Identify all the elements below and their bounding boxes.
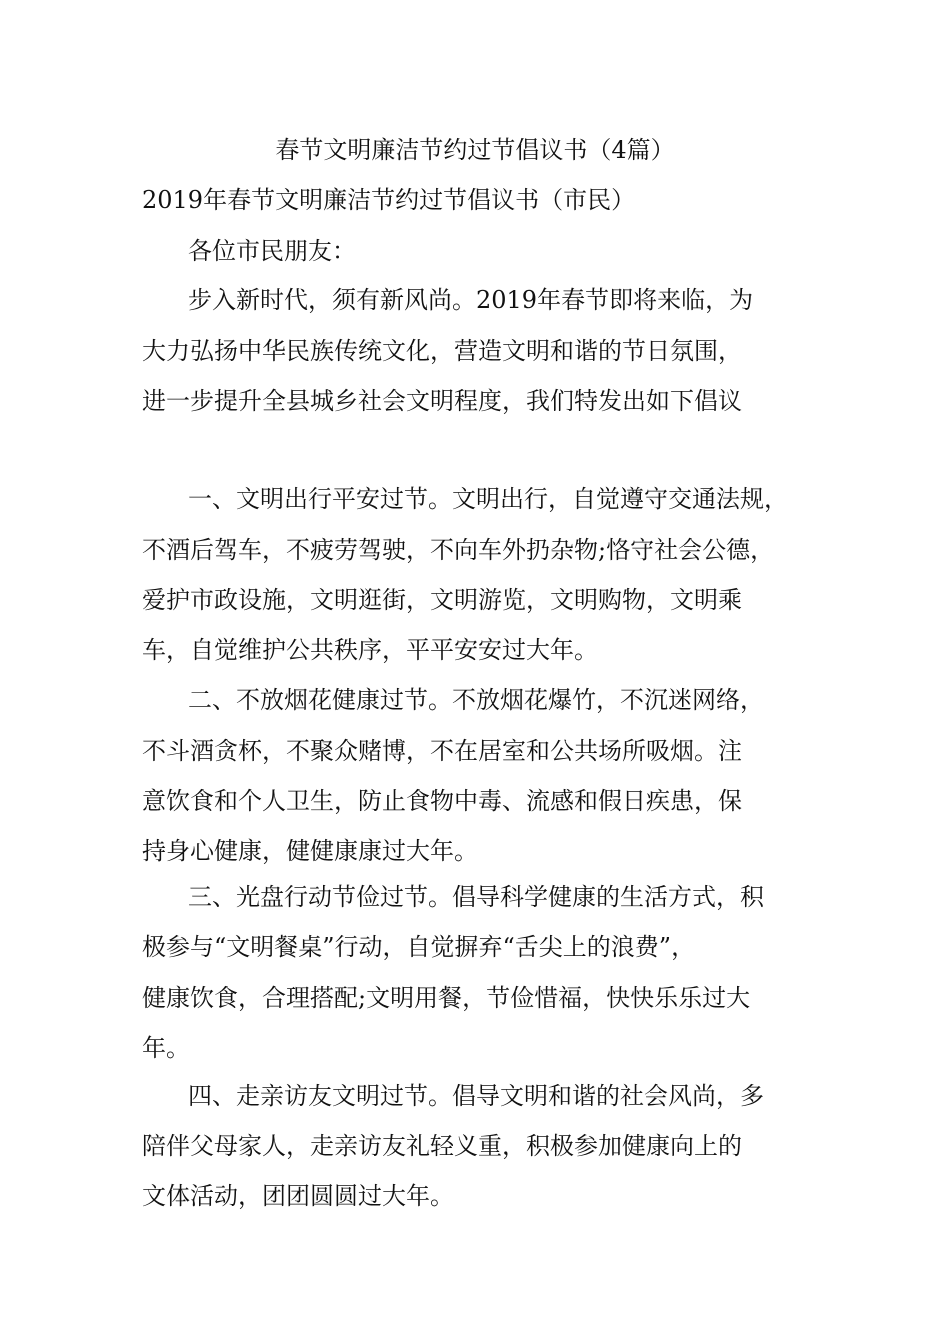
- intro-line: 步入新时代，须有新风尚。2019年春节即将来临，为: [188, 286, 754, 314]
- item-4-line: 陪伴父母家人，走亲访友礼轻义重，积极参加健康向上的: [142, 1132, 742, 1160]
- item-4-line: 文体活动，团团圆圆过大年。: [142, 1182, 454, 1210]
- document-title: 春节文明廉洁节约过节倡议书（4篇）: [275, 136, 675, 164]
- item-3-line: 健康饮食，合理搭配;文明用餐，节俭惜福，快快乐乐过大: [142, 984, 751, 1012]
- item-1-line: 一、文明出行平安过节。文明出行，自觉遵守交通法规，: [188, 485, 788, 513]
- item-2-line: 二、不放烟花健康过节。不放烟花爆竹，不沉迷网络，: [188, 686, 764, 714]
- item-2-line: 持身心健康，健健康康过大年。: [142, 837, 478, 865]
- item-2-line: 意饮食和个人卫生，防止食物中毒、流感和假日疾患，保: [142, 787, 742, 815]
- item-3-line: 年。: [142, 1034, 190, 1062]
- greeting: 各位市民朋友：: [188, 237, 356, 265]
- item-3-line: 三、光盘行动节俭过节。倡导科学健康的生活方式，积: [188, 883, 764, 911]
- item-4-line: 四、走亲访友文明过节。倡导文明和谐的社会风尚，多: [188, 1082, 764, 1110]
- item-1-line: 爱护市政设施，文明逛街，文明游览，文明购物，文明乘: [142, 586, 742, 614]
- intro-line: 大力弘扬中华民族传统文化，营造文明和谐的节日氛围，: [142, 337, 742, 365]
- item-1-line: 不酒后驾车，不疲劳驾驶，不向车外扔杂物;恪守社会公德，: [142, 536, 775, 564]
- item-1-line: 车，自觉维护公共秩序，平平安安过大年。: [142, 636, 598, 664]
- item-2-line: 不斗酒贪杯，不聚众赌博，不在居室和公共场所吸烟。注: [142, 737, 742, 765]
- intro-line: 进一步提升全县城乡社会文明程度，我们特发出如下倡议: [142, 387, 742, 415]
- item-3-line: 极参与“文明餐桌”行动，自觉摒弃“舌尖上的浪费”，: [142, 933, 696, 961]
- document-subtitle: 2019年春节文明廉洁节约过节倡议书（市民）: [142, 186, 636, 214]
